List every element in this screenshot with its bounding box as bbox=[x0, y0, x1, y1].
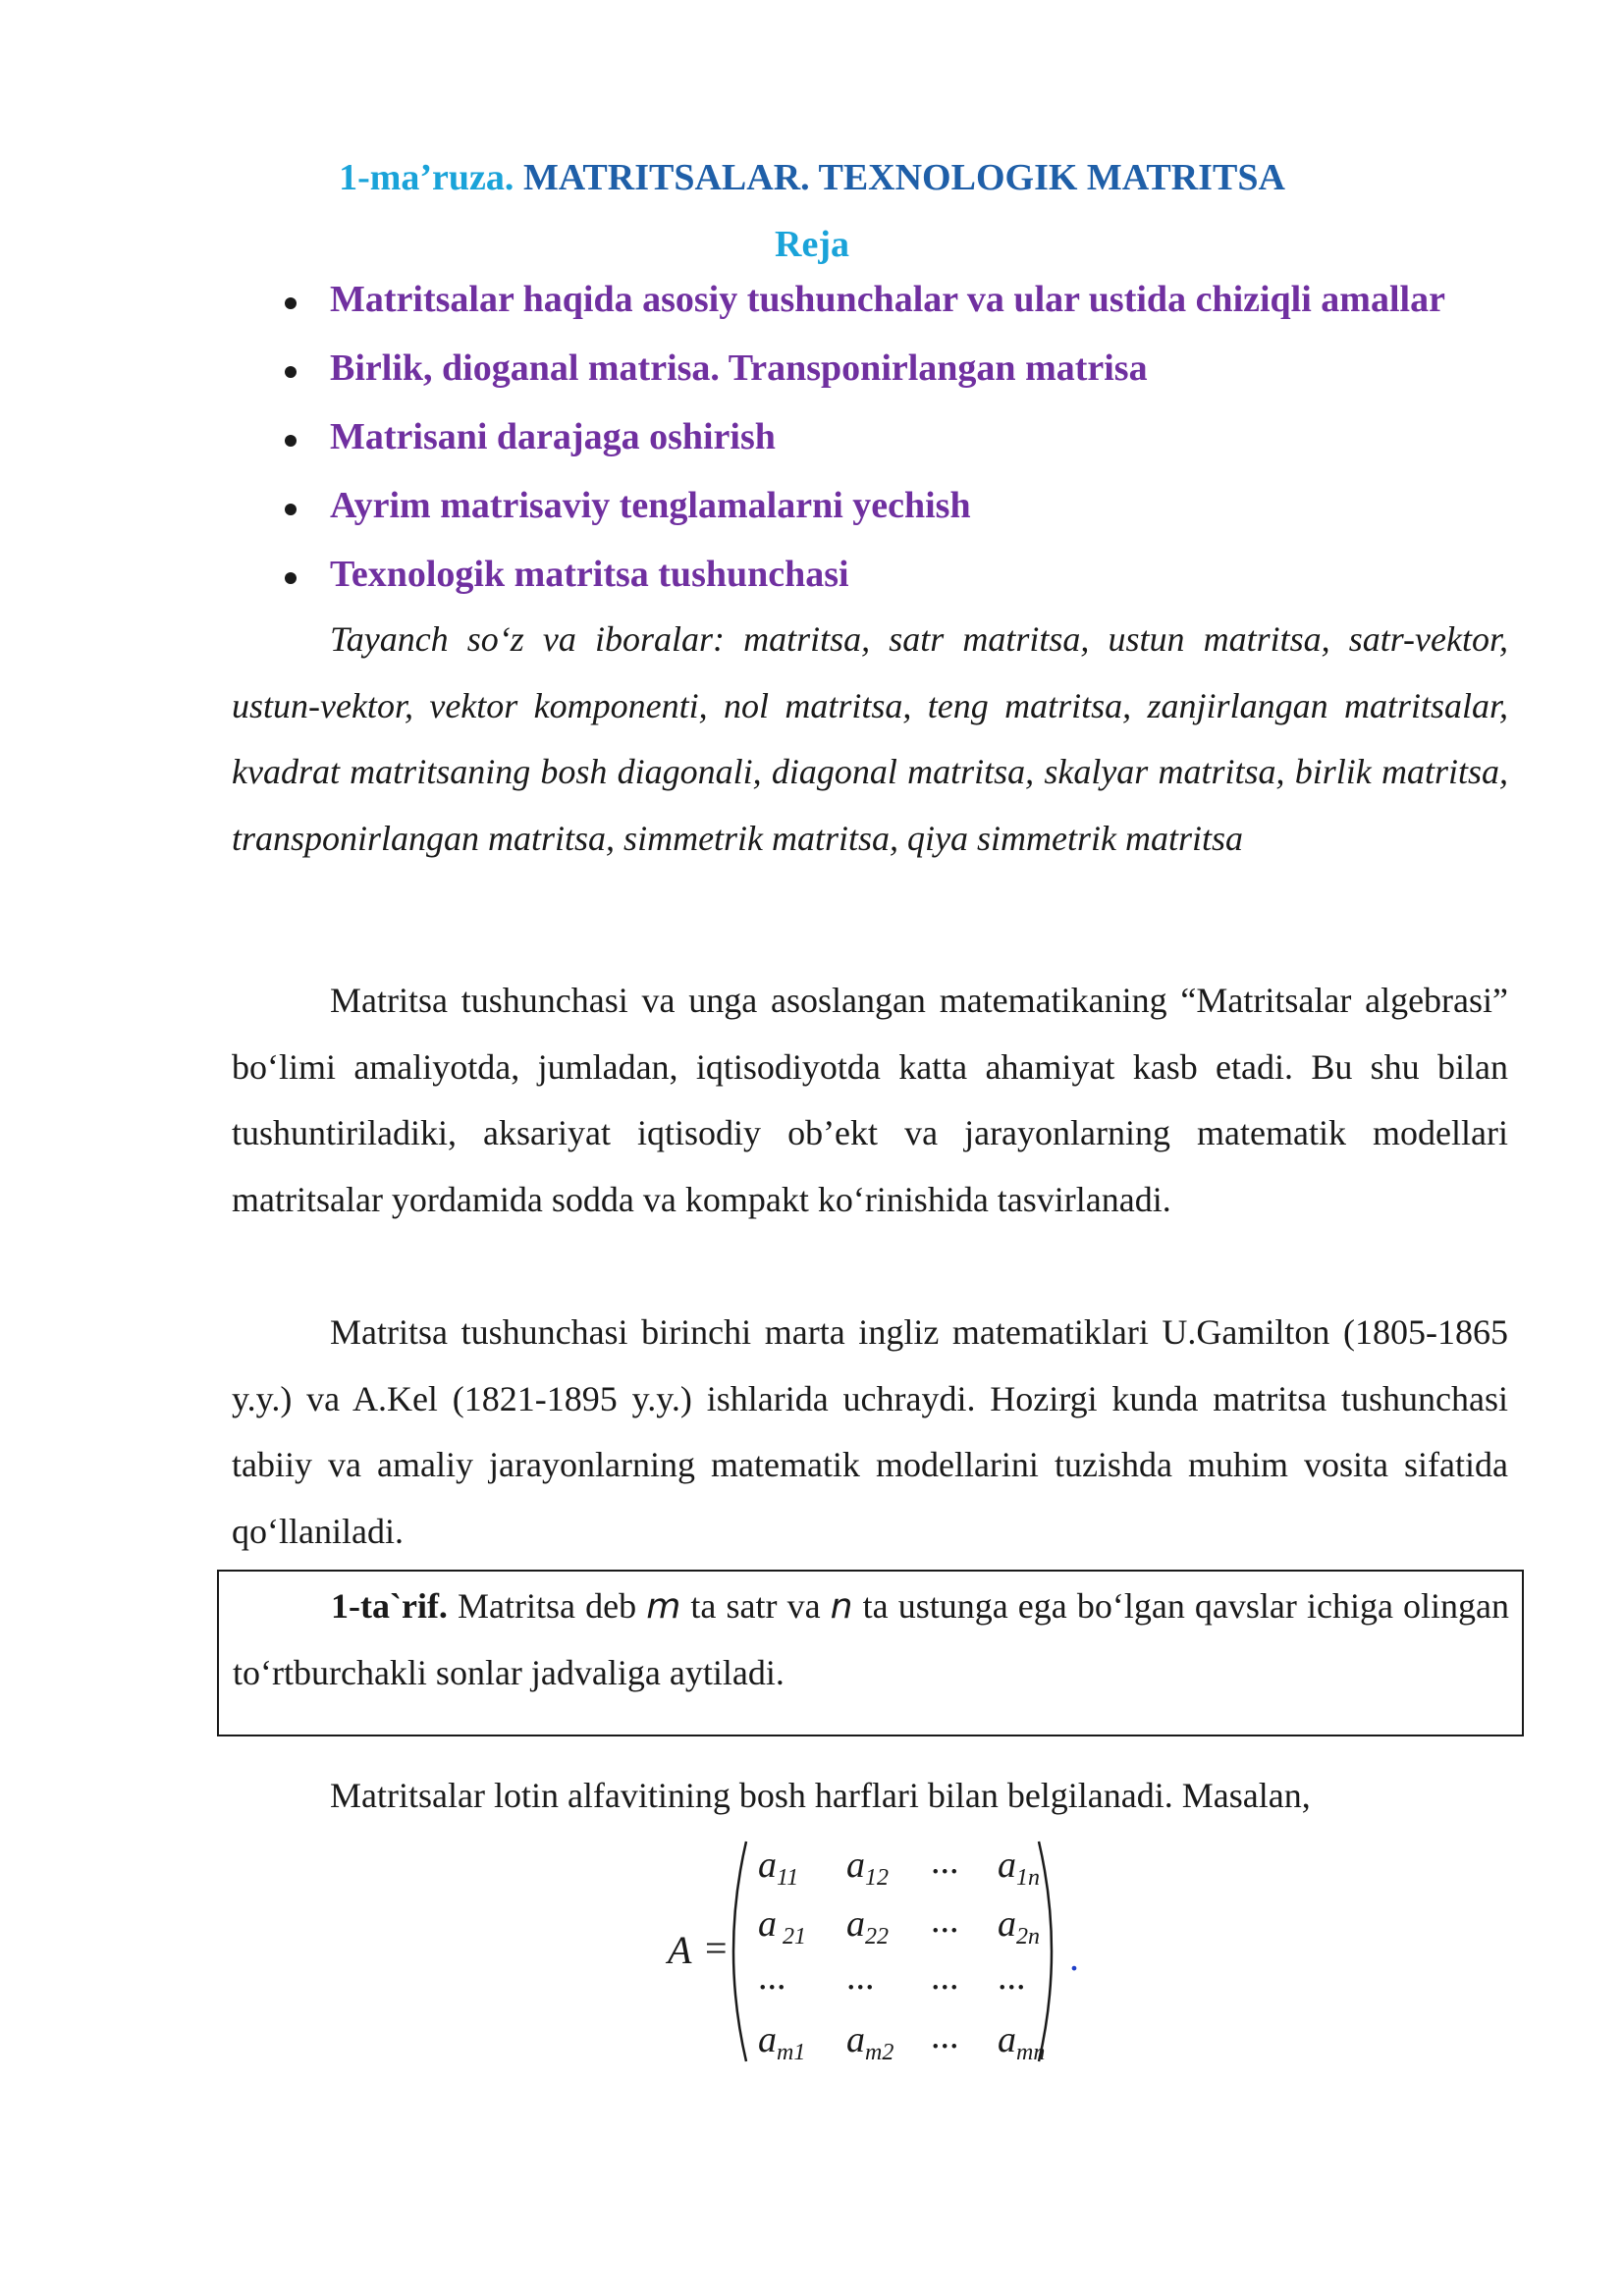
history-paragraph: Matritsa tushunchasi birinchi marta ingliz matematiklari U.Gamilton (1805-1865 y.y.) va A.Kel (1821-1895 y.y.) ishlarida uchraydi. Hozirgi kunda matritsa tushunchasi tabiiy va amaliy jarayonlarning matematik modellarini tuzishda muhim vosita sifatida qo‘llaniladi. bbox=[232, 1312, 1508, 1551]
matrix-cell: ... bbox=[998, 1956, 1026, 1998]
matrix-cell: ... bbox=[931, 1899, 959, 1941]
matrix-cell: ... bbox=[931, 1956, 959, 1998]
matrix-name: A bbox=[668, 1928, 692, 1972]
definition-text: 1-ta`rif. Matritsa deb m ta satr va n ta ustunga ega bo‘lgan qavslar ichiga olingan to‘rtburchakli sonlar jadvaliga aytiladi. bbox=[233, 1586, 1510, 1692]
matrix-trailing-dot: . bbox=[1069, 1935, 1079, 1979]
lecture-title bbox=[0, 151, 1624, 204]
intro-paragraph: Matritsa tushunchasi va unga asoslangan matematikaning “Matritsalar algebrasi” bo‘limi amaliyotda, jumladan, iqtisodiyotda katta ahamiyat kasb etadi. Bu shu bilan tushuntiriladiki, aksariyat iqtisodiy ob’ekt va jarayonlarning matematik modellari matritsalar yordamida sodda va kompakt ko‘rinishida tasvirlanadi. bbox=[232, 981, 1508, 1219]
variable-n: n bbox=[830, 1586, 853, 1627]
plan-heading: Reja bbox=[775, 224, 849, 265]
plan-item: Matritsalar haqida asosiy tushunchalar va ular ustida chiziqli amallar bbox=[275, 272, 1445, 341]
matrix-cell: ... bbox=[931, 1841, 959, 1882]
matrix-cell: $a_{12}$ bbox=[846, 1844, 889, 1891]
plan-item: Matrisani darajaga oshirish bbox=[275, 409, 1445, 478]
bullet-icon bbox=[285, 504, 297, 515]
matrix-cell: a $_{21}$ bbox=[758, 1903, 806, 1949]
matrix-cell: $a_{11}$ bbox=[758, 1844, 799, 1891]
bullet-icon bbox=[285, 572, 297, 584]
bullet-icon bbox=[285, 435, 297, 447]
definition-label: 1-ta`rif. bbox=[331, 1586, 448, 1626]
matrix-formula bbox=[668, 1834, 1100, 2069]
keywords-paragraph: Tayanch so‘z va iboralar: matritsa, satr matritsa, ustun matritsa, satr-vektor, ustun-vektor, vektor komponenti, nol matritsa, teng matritsa, zanjirlangan matritsalar, kvadrat matritsaning bosh diagonali, diagonal matritsa, skalyar matritsa, birlik matritsa, transponirlangan matritsa, simmetrik matritsa, qiya simmetrik matritsa bbox=[232, 619, 1508, 858]
plan-list bbox=[275, 272, 1445, 615]
bullet-icon bbox=[285, 366, 297, 378]
matrix-cell: ... bbox=[846, 1956, 875, 1998]
lecture-topic: MATRITSALAR. TEXNOLOGIK MATRITSA bbox=[522, 157, 1285, 198]
matrix-cell: ... bbox=[758, 1956, 786, 1998]
notation-paragraph: Matritsalar lotin alfavitining bosh harflari bilan belgilanadi. Masalan, bbox=[330, 1776, 1311, 1815]
matrix-cell: $a_{m1}$ bbox=[758, 2019, 806, 2065]
definition-box bbox=[217, 1570, 1524, 1736]
lecture-number: 1-ma’ruza. bbox=[339, 157, 514, 198]
matrix-cell: $a_{mn}$ bbox=[998, 2019, 1046, 2065]
matrix-cell: ... bbox=[931, 2015, 959, 2056]
matrix-cell: $a_{2n}$ bbox=[998, 1903, 1040, 1949]
bullet-icon bbox=[285, 297, 297, 309]
plan-item: Ayrim matrisaviy tenglamalarni yechish bbox=[275, 478, 1445, 547]
equals-sign: = bbox=[705, 1926, 728, 1970]
plan-item: Birlik, dioganal matrisa. Transponirlangan matrisa bbox=[275, 341, 1445, 409]
matrix-cell: $a_{22}$ bbox=[846, 1903, 889, 1949]
plan-item: Texnologik matritsa tushunchasi bbox=[275, 547, 1445, 615]
matrix-cell: $a_{m2}$ bbox=[846, 2019, 894, 2065]
variable-m: m bbox=[646, 1586, 681, 1627]
matrix-cell: $a_{1n}$ bbox=[998, 1844, 1040, 1891]
